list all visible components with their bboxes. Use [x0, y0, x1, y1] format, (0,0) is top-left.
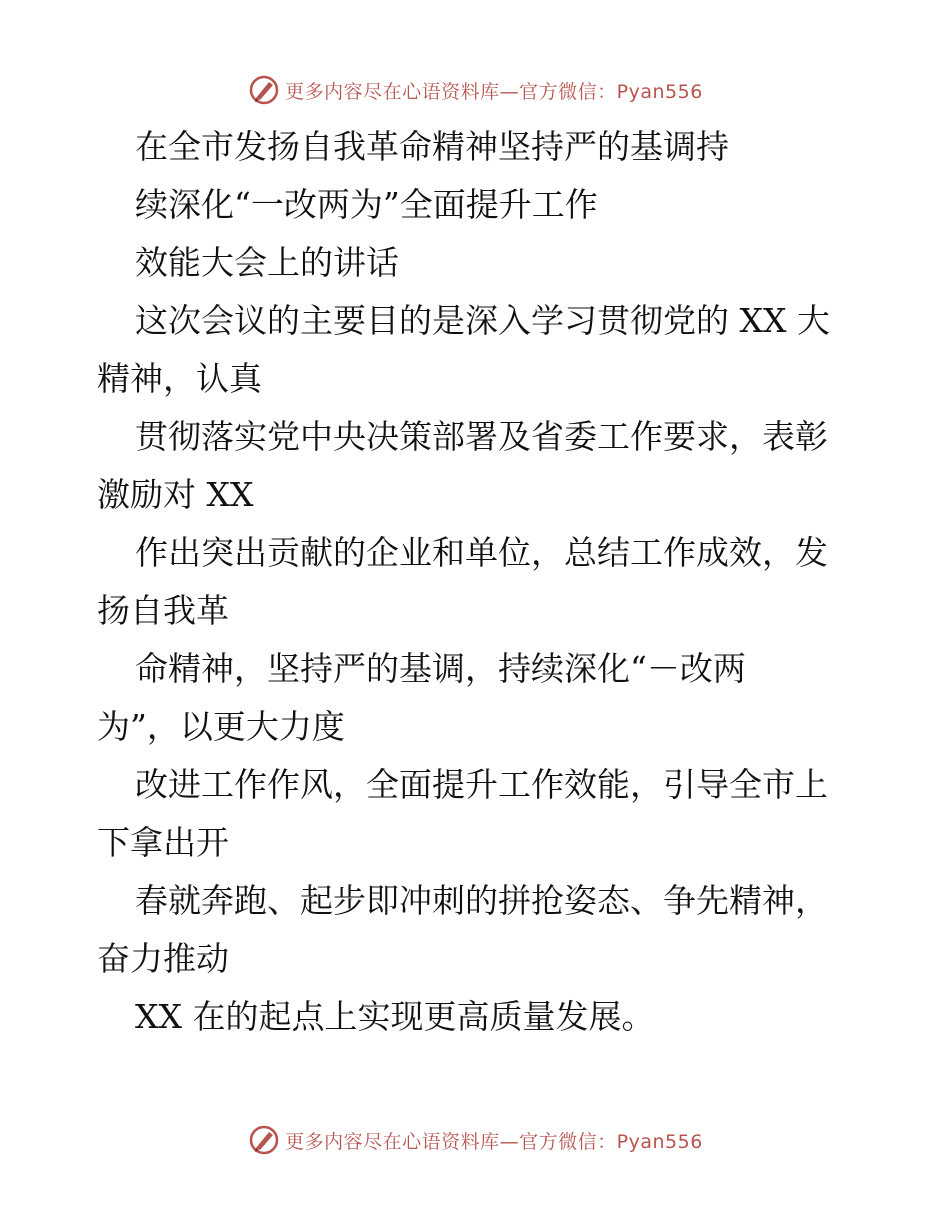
text-line: 贯彻落实党中央决策部署及省委工作要求，表彰	[135, 417, 828, 456]
text-line: 激励对 XX	[97, 475, 254, 514]
pen-emblem-icon	[247, 1123, 281, 1157]
text-line: 下拿出开	[97, 823, 229, 862]
text-line: 续深化“一改两为”全面提升工作	[135, 185, 598, 224]
text-line: 精神，认真	[97, 359, 262, 398]
text-line: 扬自我革	[97, 591, 229, 630]
text-line: 作出突出贡献的企业和单位，总结工作成效，发	[135, 533, 828, 572]
text-line: 春就奔跑、起步即冲刺的拼抢姿态、争先精神，	[135, 881, 828, 920]
text-line: 改进工作作风，全面提升工作效能，引导全市上	[135, 765, 828, 804]
banner-text: 更多内容尽在心语资料库—官方微信：Pyan556	[285, 80, 703, 103]
banner-text: 更多内容尽在心语资料库—官方微信：Pyan556	[285, 1130, 703, 1153]
text-line: 效能大会上的讲话	[135, 243, 399, 282]
text-line: 这次会议的主要目的是深入学习贯彻党的 XX 大	[135, 301, 830, 340]
text-line: 奋力推动	[97, 939, 229, 978]
text-line: 在全市发扬自我革命精神坚持严的基调持	[135, 127, 729, 166]
header-banner	[0, 70, 950, 110]
text-line: XX 在的起点上实现更高质量发展。	[135, 997, 655, 1036]
text-line: 命精神，坚持严的基调，持续深化“－改两	[135, 649, 746, 688]
footer-banner	[0, 1120, 950, 1160]
pen-emblem-icon	[247, 73, 281, 107]
document-body	[97, 118, 857, 1046]
text-line: 为”，以更大力度	[97, 707, 345, 746]
